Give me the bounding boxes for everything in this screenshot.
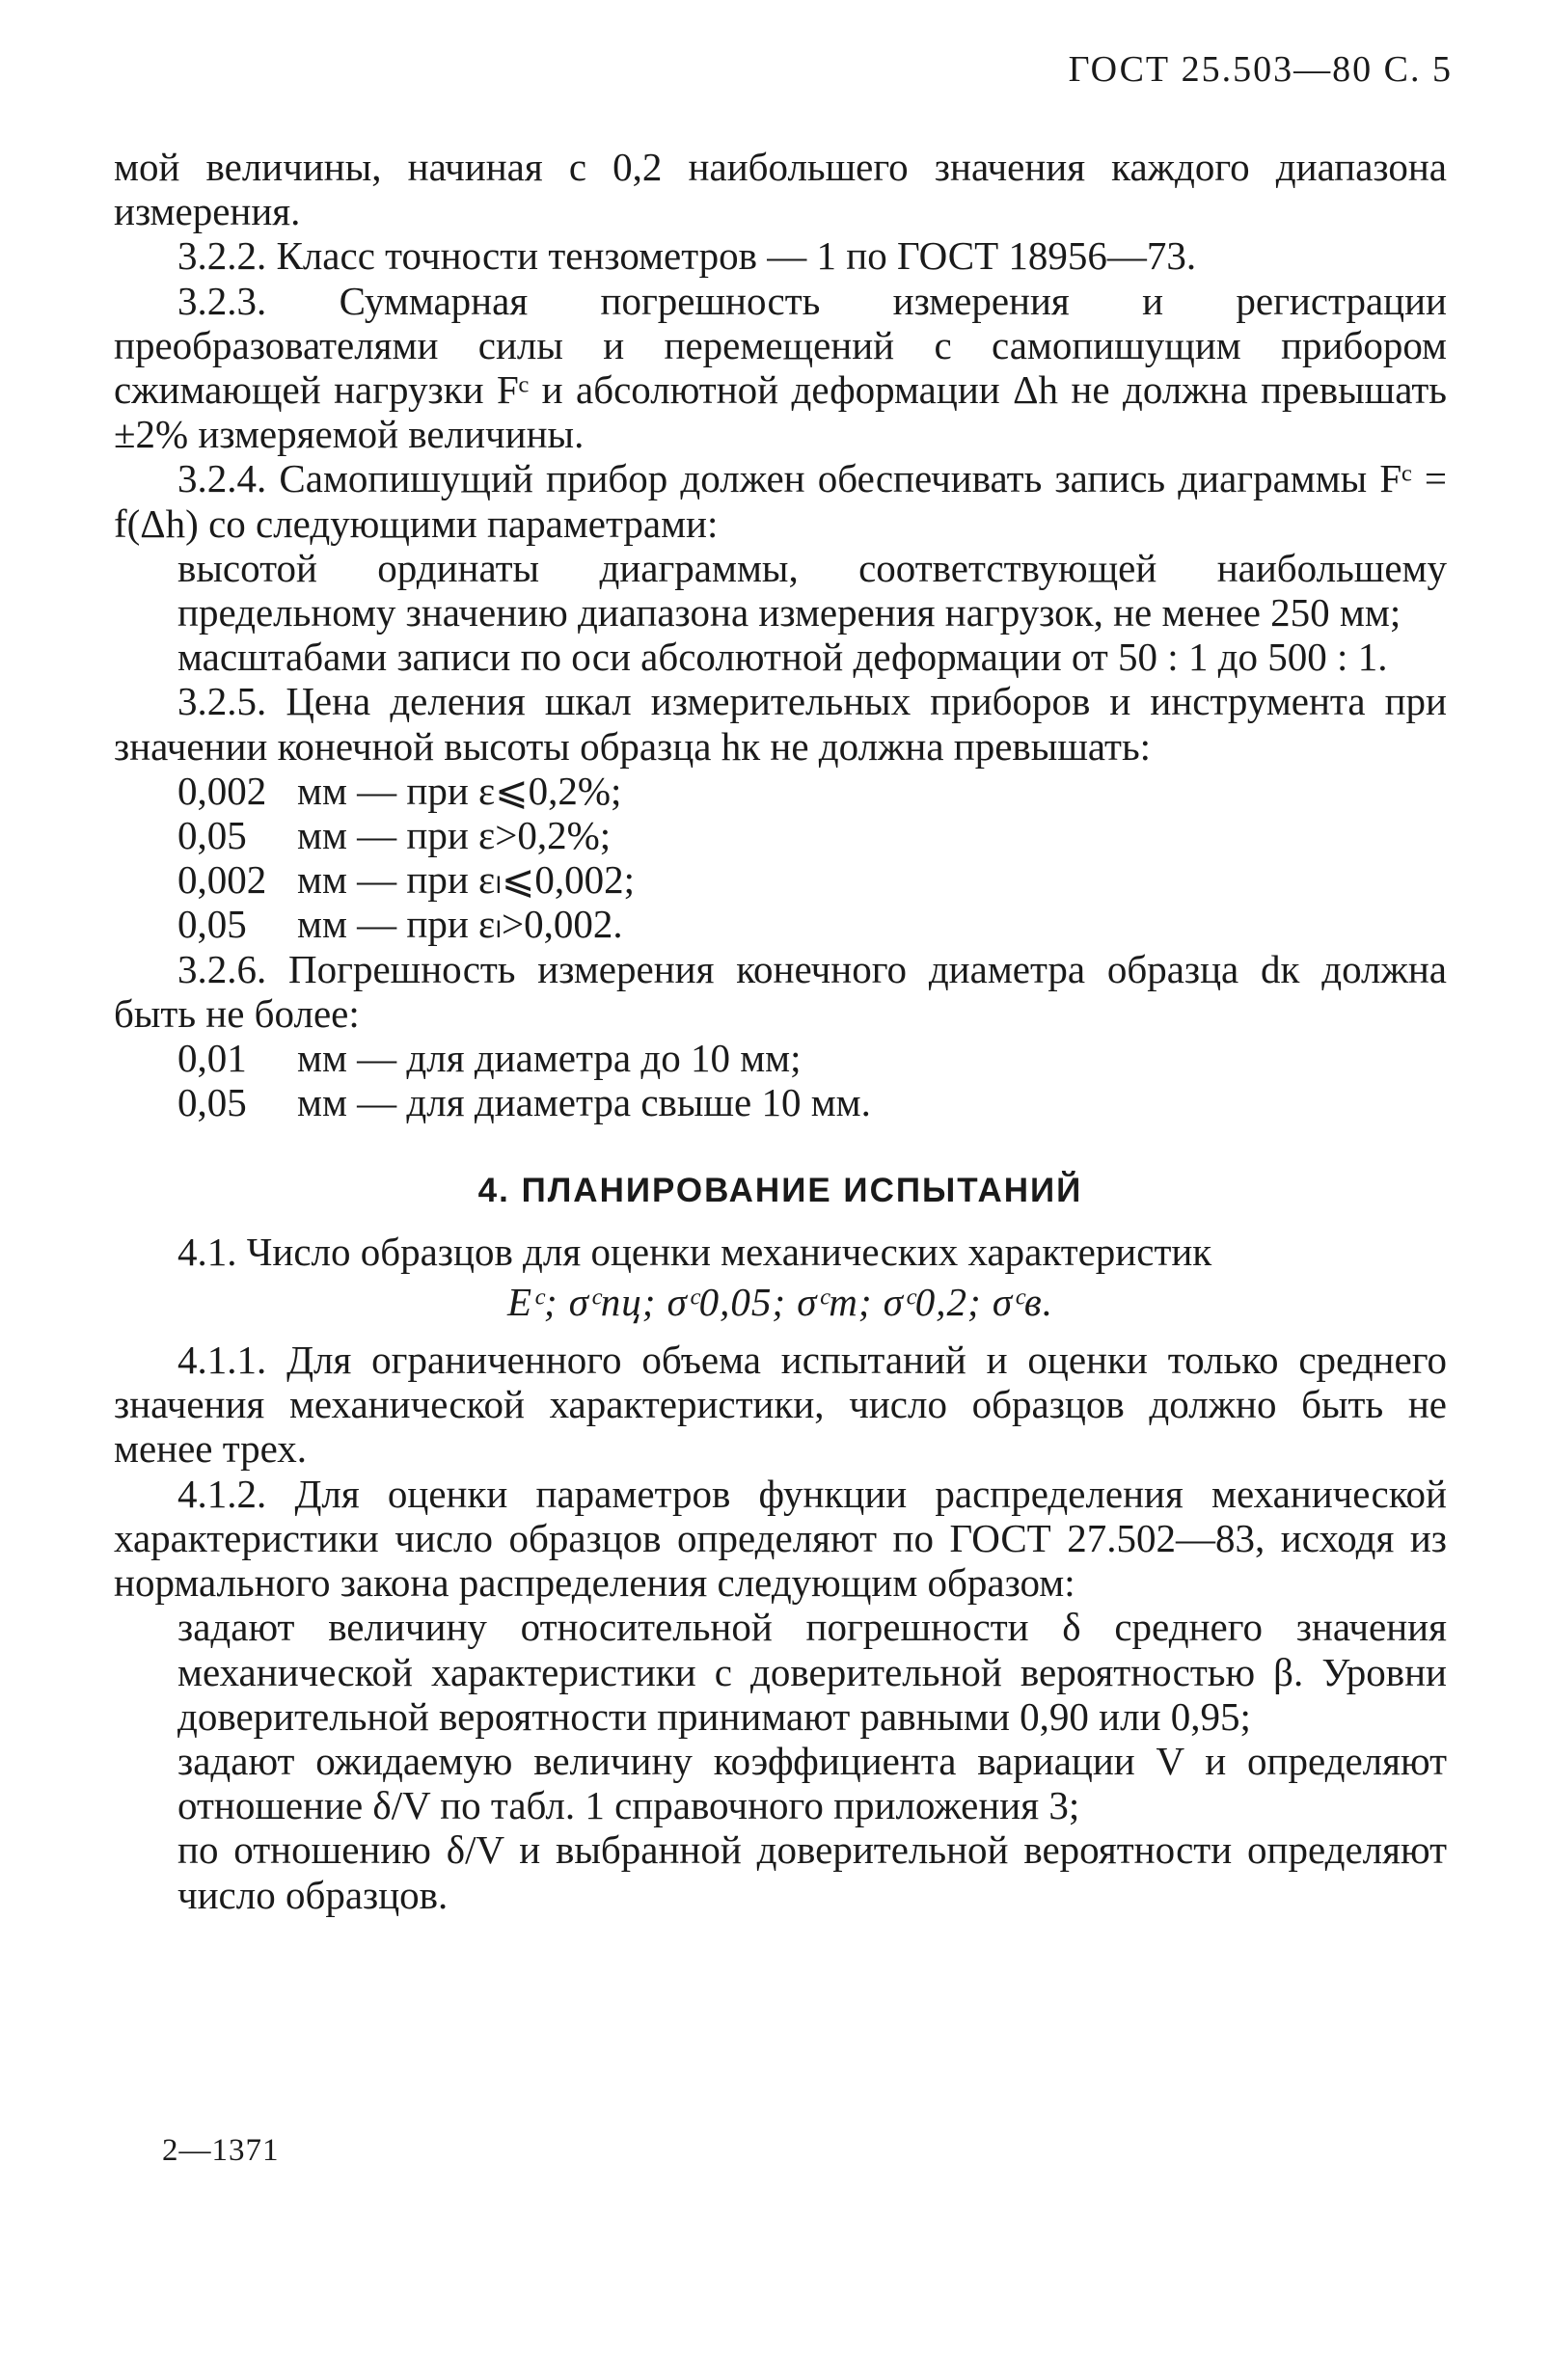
paragraph-4-1-1: 4.1.1. Для ограниченного объема испытаний и оценки только среднего значения механической характеристики, число образцов должно быть не менее трех.	[114, 1338, 1447, 1472]
limit-value: 0,01	[177, 1036, 247, 1081]
limit-condition: мм — при εₗ⩽0,002;	[297, 857, 636, 903]
paragraph-3-2-4: 3.2.4. Самопишущий прибор должен обеспечивать запись диаграммы Fᶜ = f(Δh) со следующими параметрами:	[114, 456, 1447, 546]
limit-condition: мм — при ε⩽0,2%;	[297, 768, 622, 813]
printer-signature: 2—1371	[162, 2133, 280, 2168]
paragraph-4-1: 4.1. Число образцов для оценки механических характеристик	[177, 1229, 1212, 1274]
limit-value: 0,002	[177, 857, 267, 903]
list-item	[114, 769, 1447, 813]
list-item	[114, 857, 1447, 902]
diameter-limit-list	[114, 1036, 1447, 1124]
paragraph-continuation: мой величины, начиная с 0,2 наибольшего значения каждого диапазона измерения.	[114, 145, 1447, 234]
limit-condition: мм — для диаметра до 10 мм;	[297, 1036, 802, 1081]
paragraph-3-2-4-scale: масштабами записи по оси абсолютной деформации от 50 : 1 до 500 : 1.	[177, 635, 1388, 680]
paragraph-4-1-2-error: задают величину относительной погрешности δ среднего значения механической характеристики с доверительной вероятностью β. Уровни доверительной вероятности принимают равными 0,90 или 0,95;	[177, 1605, 1447, 1739]
page-body	[114, 145, 1447, 1917]
paragraph-4-1-2-variation: задают ожидаемую величину коэффициента вариации V и определяют отношение δ/V по табл. 1 справочного приложения 3;	[177, 1738, 1447, 1828]
scale-division-list	[114, 769, 1447, 947]
limit-value: 0,05	[177, 813, 247, 858]
paragraph-4-1-2-count: по отношению δ/V и выбранной доверительной вероятности определяют число образцов.	[177, 1827, 1447, 1917]
limit-value: 0,05	[177, 902, 247, 947]
limit-condition: мм — при ε>0,2%;	[297, 813, 612, 858]
paragraph-3-2-6: 3.2.6. Погрешность измерения конечного диаметра образца dк должна быть не более:	[114, 946, 1447, 1036]
paragraph-4-1-2: 4.1.2. Для оценки параметров функции распределения механической характеристики число образцов определяют по ГОСТ 27.502—83, исходя из нормального закона распределения следующим образом:	[114, 1471, 1447, 1606]
list-item	[114, 902, 1447, 946]
list-item	[114, 1036, 1447, 1080]
limit-value: 0,002	[177, 768, 267, 813]
section-heading: 4. ПЛАНИРОВАНИЕ ИСПЫТАНИЙ	[477, 1172, 1083, 1210]
paragraph-3-2-4-ordinate: высотой ординаты диаграммы, соответствующей наибольшему предельному значению диапазона измерения нагрузок, не менее 250 мм;	[177, 545, 1447, 636]
running-head: ГОСТ 25.503—80 С. 5	[1068, 49, 1453, 90]
list-item	[114, 1080, 1447, 1124]
paragraph-3-2-5: 3.2.5. Цена деления шкал измерительных приборов и инструмента при значении конечной высоты образца hк не должна превышать:	[114, 679, 1447, 769]
list-item	[114, 813, 1447, 857]
paragraph-3-2-3: 3.2.3. Суммарная погрешность измерения и регистрации преобразователями силы и перемещений с самопишущим прибором сжимающей нагрузки Fᶜ и абсолютной деформации Δh не должна превышать ±2% измеряемой величины.	[114, 278, 1447, 457]
limit-condition: мм — при εₗ>0,002.	[297, 902, 623, 947]
characteristics-formula: Eᶜ; σᶜпц; σᶜ0,05; σᶜт; σᶜ0,2; σᶜв.	[507, 1279, 1053, 1324]
limit-value: 0,05	[177, 1080, 247, 1125]
paragraph-3-2-2: 3.2.2. Класс точности тензометров — 1 по ГОСТ 18956—73.	[177, 233, 1197, 279]
limit-condition: мм — для диаметра свыше 10 мм.	[297, 1080, 871, 1125]
